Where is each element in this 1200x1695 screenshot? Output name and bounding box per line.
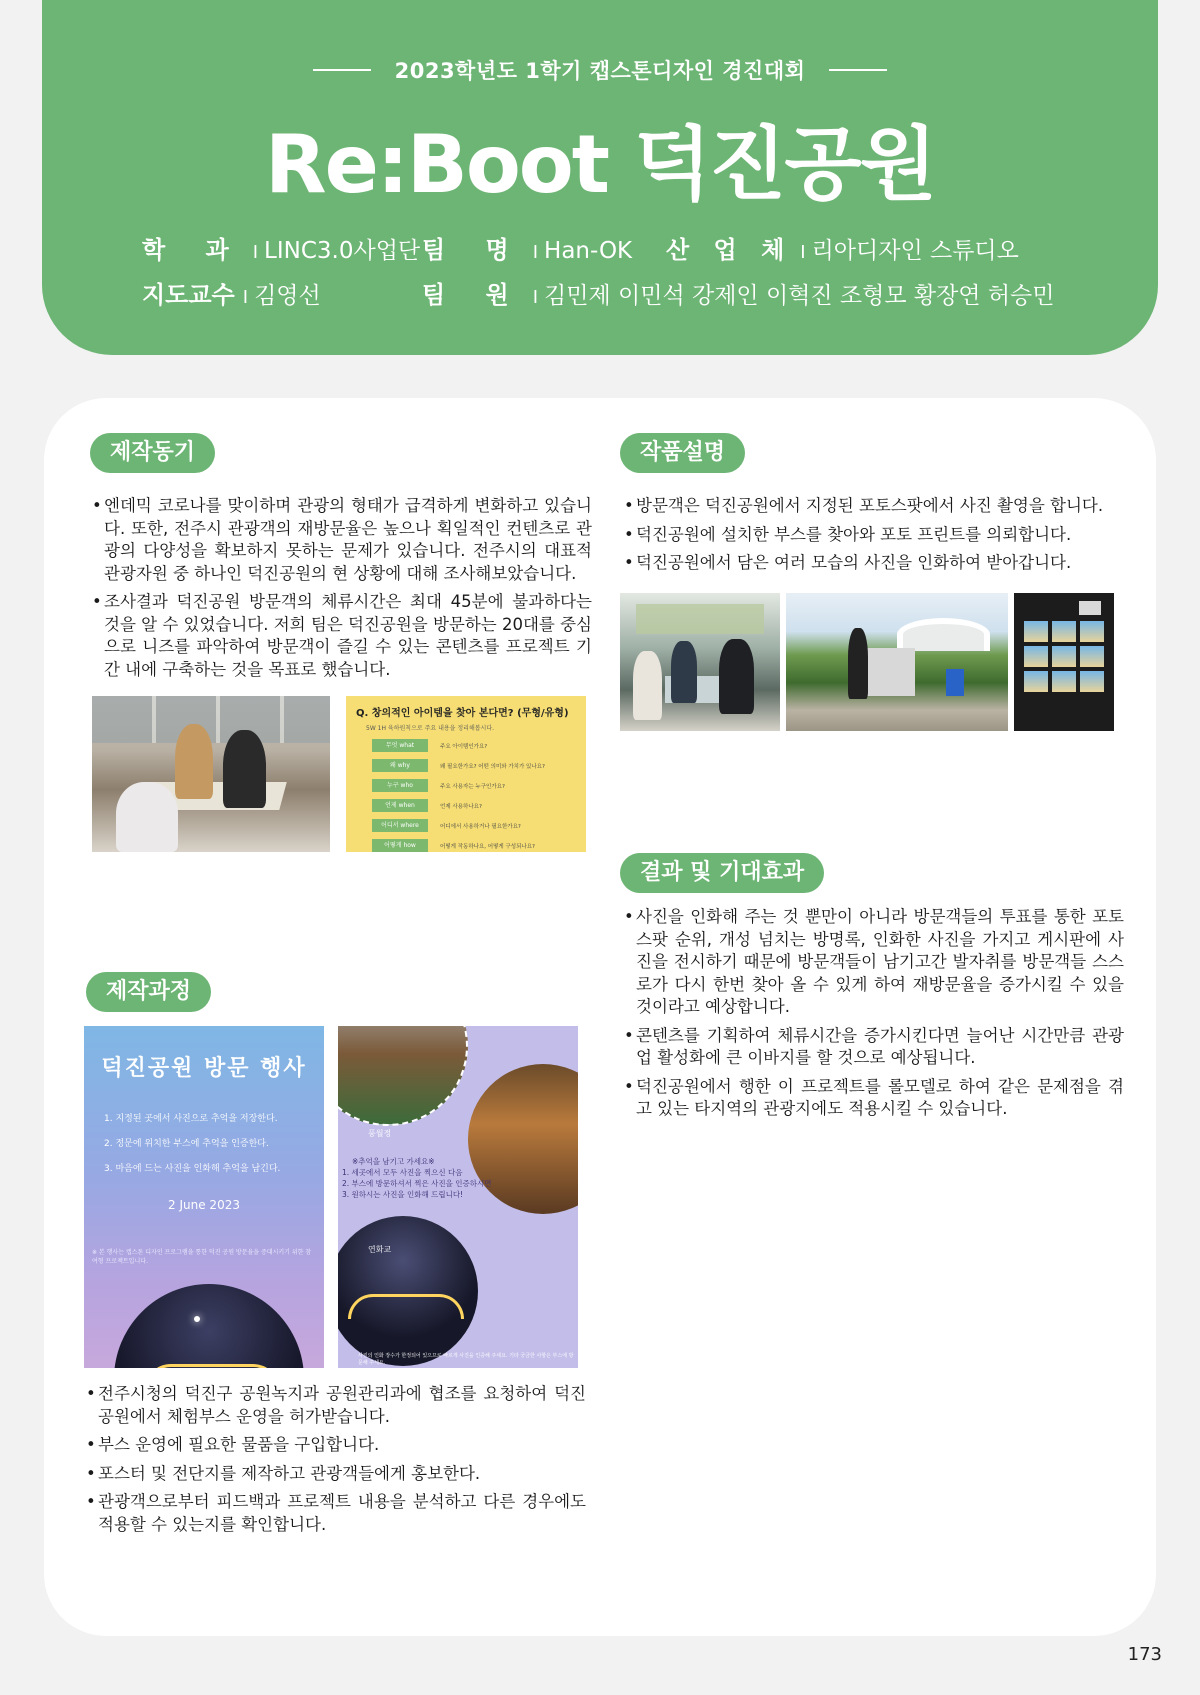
- separator: I: [532, 287, 539, 308]
- list-item: • 콘텐츠를 기획하여 체류시간을 증가시킨다면 늘어난 시간만큼 관광업 활성화에 큰 이바지를 할 것으로 예상됩니다.: [624, 1025, 1124, 1070]
- pavilion-image: [338, 1026, 468, 1126]
- slide-question: Q. 창의적인 아이템을 찾아 본다면? (무형/유형): [356, 708, 569, 719]
- list-item: • 덕진공원에서 담은 여러 모습의 사진을 인화하여 받아갑니다.: [624, 552, 1124, 575]
- professor-value: 김영선: [254, 283, 321, 309]
- meeting-photo: [92, 696, 330, 852]
- slide-subtext: 5W 1H 육하원칙으로 주요 내용을 정리해봅시다.: [366, 725, 495, 732]
- slide-row: 어디서 where 어디에서 사용하거나 필요한가요?: [372, 819, 576, 832]
- separator: I: [252, 242, 259, 263]
- idea-slide: [346, 696, 586, 852]
- poster-note: ※ 본 행사는 캡스톤 디자인 프로그램을 통한 덕진 공원 방문율을 증대시키기 위한 참여형 프로젝트입니다.: [92, 1249, 312, 1265]
- location-label: 풍월정: [368, 1129, 392, 1138]
- description-list: [624, 495, 1124, 581]
- members-label: 팀 원: [422, 281, 525, 309]
- subtitle-line-left: [313, 69, 371, 71]
- flyer-poster: [338, 1026, 578, 1368]
- slide-row: 무엇 what 주요 아이템인가요?: [372, 739, 576, 752]
- section-title-motivation: 제작동기: [90, 433, 215, 473]
- info-row-1: [142, 230, 1019, 265]
- separator: I: [532, 242, 539, 263]
- results-list: [624, 906, 1124, 1127]
- professor-info: [142, 275, 422, 310]
- page-number: 173: [1127, 1644, 1162, 1665]
- event-subtitle: 2023학년도 1학기 캡스톤디자인 경진대회: [394, 59, 806, 83]
- members-info: [422, 275, 1055, 310]
- list-item: • 덕진공원에서 행한 이 프로젝트를 롤모델로 하여 같은 문제점을 겪고 있는 타지역의 관광지에도 적용시킬 수 있습니다.: [624, 1076, 1124, 1121]
- slide-row: 왜 why 왜 필요한가요? 어떤 의미와 가치가 있나요?: [372, 759, 576, 772]
- process-list: [86, 1383, 586, 1542]
- poster-line: 1. 지정된 곳에서 사진으로 추억을 저장한다.: [104, 1114, 278, 1124]
- members-value: 김민제 이민석 강제인 이혁진 조형모 황장연 허승민: [544, 283, 1055, 309]
- industry-label: 산 업 체: [666, 236, 793, 264]
- list-item: • 방문객은 덕진공원에서 지정된 포토스팟에서 사진 촬영을 합니다.: [624, 495, 1124, 518]
- flyer-footer: 사진의 인화 장수가 한정되어 있으므로 빠르게 사진을 인증해 주세요. 기타 궁금한 사항은 부스에 방문해 주세요.: [358, 1353, 574, 1366]
- slide-row: 어떻게 how 어떻게 작동하나요, 어떻게 구성되나요?: [372, 839, 576, 852]
- subtitle-row: [42, 55, 1158, 85]
- dept-info: [142, 230, 422, 265]
- team-value: Han-OK: [544, 238, 633, 264]
- page-title: Re:Boot 덕진공원: [265, 118, 935, 211]
- location-label: 연화교: [368, 1245, 392, 1254]
- poster-line: 3. 마음에 드는 사진을 인화해 추억을 남긴다.: [104, 1164, 281, 1174]
- team-info: [422, 230, 666, 265]
- header-banner: [42, 0, 1158, 355]
- industry-info: [666, 230, 1019, 265]
- dept-value: LINC3.0사업단: [264, 238, 421, 264]
- poster-title: 덕진공원 방문 행사: [101, 1056, 307, 1081]
- industry-value: 리아디자인 스튜디오: [811, 238, 1019, 264]
- list-item: • 포스터 및 전단지를 제작하고 관광객들에게 홍보한다.: [86, 1463, 586, 1486]
- booth-meeting-photo: [620, 593, 780, 731]
- event-poster: [84, 1026, 324, 1368]
- dept-label: 학 과: [142, 236, 245, 264]
- slide-row: 언제 when 언제 사용하나요?: [372, 799, 576, 812]
- info-row-2: [142, 275, 1055, 310]
- list-item: • 조사결과 덕진공원 방문객의 체류시간은 최대 45분에 불과하다는 것을 알 수 있었습니다. 저희 팀은 덕진공원을 방문하는 20대를 중심으로 니즈를 파악하여 방문객이 즐길 수 있는 콘텐츠를 프로젝트 기간 내에 구축하는 것을 목표로 했습니다.: [92, 591, 592, 681]
- section-title-results: 결과 및 기대효과: [620, 853, 824, 893]
- motivation-list: [92, 495, 592, 687]
- professor-label: 지도교수: [142, 281, 235, 309]
- list-item: • 부스 운영에 필요한 물품을 구입합니다.: [86, 1434, 586, 1457]
- section-title-description: 작품설명: [620, 433, 745, 473]
- list-item: • 관광객으로부터 피드백과 프로젝트 내용을 분석하고 다른 경우에도 적용할 수 있는지를 확인합니다.: [86, 1491, 586, 1536]
- list-item: • 덕진공원에 설치한 부스를 찾아와 포토 프린트를 의뢰합니다.: [624, 524, 1124, 547]
- poster-date: 2 June 2023: [168, 1198, 240, 1212]
- list-item: • 전주시청의 덕진구 공원녹지과 공원관리과에 협조를 요청하여 덕진공원에서 체험부스 운영을 허가받습니다.: [86, 1383, 586, 1428]
- night-bridge-image: [114, 1284, 304, 1368]
- subtitle-line-right: [829, 69, 887, 71]
- team-label: 팀 명: [422, 236, 525, 264]
- list-item: • 사진을 인화해 주는 것 뿐만이 아니라 방문객들의 투표를 통한 포토스팟 순위, 개성 넘치는 방명록, 인화한 사진을 가지고 게시판에 사진을 전시하기 때문에 방문객들이 남기고간 발자취를 방문객들 스스로가 다시 한번 찾아 올 수 있게 하여 재방문율을 증가시킬 수 있을 것이라고 예상합니다.: [624, 906, 1124, 1019]
- photo-board-photo: [1014, 593, 1114, 731]
- section-title-process: 제작과정: [86, 972, 211, 1012]
- separator: I: [800, 242, 806, 263]
- list-item: • 엔데믹 코로나를 맞이하며 관광의 형태가 급격하게 변화하고 있습니다. 또한, 전주시 관광객의 재방문율은 높으나 획일적인 컨텐츠로 관광의 다양성을 확보하지 못하는 문제가 있습니다. 전주시의 대표적 관광자원 중 하나인 덕진공원의 현 상황에 대해 조사해보았습니다.: [92, 495, 592, 585]
- moon-image: [194, 1316, 200, 1322]
- bridge-night-image: [338, 1216, 478, 1366]
- slide-row: 누구 who 주요 사용자는 누구인가요?: [372, 779, 576, 792]
- poster-line: 2. 정문에 위치한 부스에 추억을 인증한다.: [104, 1139, 269, 1149]
- flyer-text: ※추억을 남기고 가세요※ 1. 세곳에서 모두 사진을 찍으신 다음 2. 부스에 방문하셔서 찍은 사진을 인증하시면 3. 원하시는 사진을 인화해 드립니다!: [342, 1157, 492, 1199]
- content-card: [44, 398, 1156, 1636]
- separator: I: [242, 287, 249, 308]
- park-booth-photo: [786, 593, 1008, 731]
